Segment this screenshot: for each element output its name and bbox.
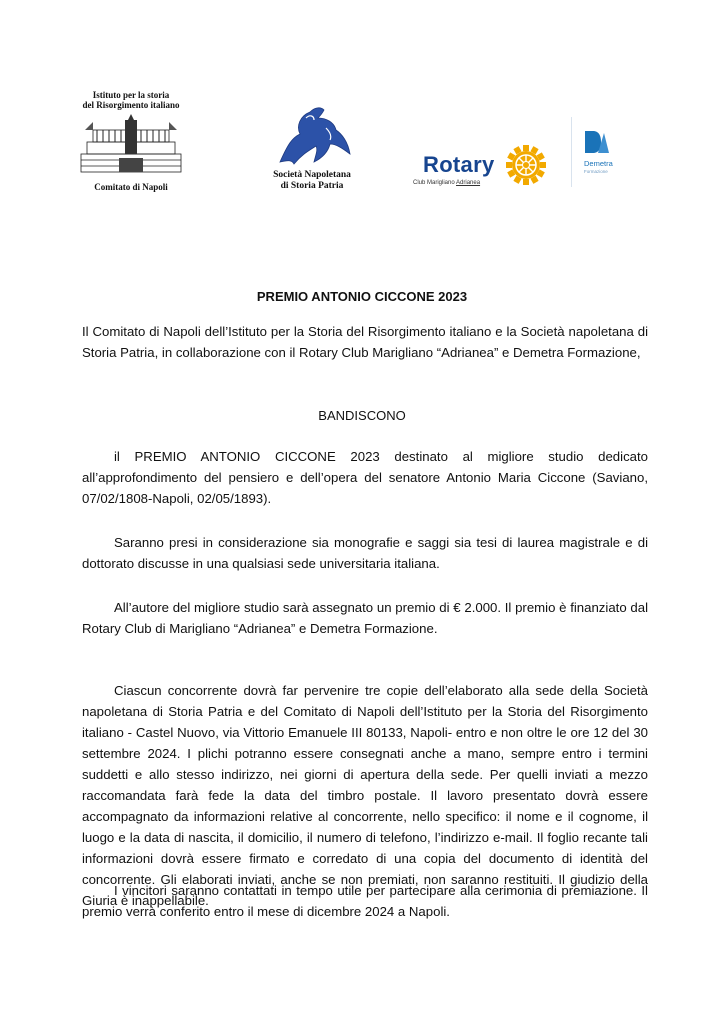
document-title: PREMIO ANTONIO CICCONE 2023 [256,289,468,304]
istituto-logo-line2: del Risorgimento italiano [82,100,180,110]
istituto-logo-line3: Comitato di Napoli [94,182,168,192]
demetra-logo-name: Demetra [584,159,613,168]
rotary-logo-name: Rotary [423,152,495,177]
societa-logo-line1: Società Napoletana [273,170,351,180]
paragraph-premiazione: I vincitori saranno contattati in tempo utile per partecipare alla cerimonia di premiazione. Il premio verrà conferito entro il mese di dicembre 2024 a Napoli. [82,883,648,919]
rotary-club-prefix: Club Marigliano [413,180,457,186]
intro-paragraph: Il Comitato di Napoli dell’Istituto per la Storia del Risorgimento italiano e la Società napoletana di Storia Patria, in collaborazione con il Rotary Club Marigliano “Adrianea” e Demetra Formazione, [82,324,648,360]
paragraph-premio: il PREMIO ANTONIO CICCONE 2023 destinato al migliore studio dedicato all’approfondimento del pensiero e dell’opera del senatore Antonio Maria Ciccone (Saviano, 07/02/1808-Napoli, 02/05/1893). [82,449,648,506]
societa-logo-line2: di Storia Patria [280,181,344,191]
bandiscono-heading: BANDISCONO [318,408,406,423]
rotary-club-name: Adrianea [456,180,481,186]
demetra-logo-sub: Formazione [584,169,608,174]
istituto-logo-line1: Istituto per la storia [92,90,170,100]
paragraph-modalita: Ciascun concorrente dovrà far pervenire tre copie dell’elaborato alla sede della Società napoletana di Storia Patria e del Comitato di Napoli dell’Istituto per la Storia del Risorgimento italiano - Castel Nuovo, via Vittorio Emanuele III 80133, Napoli- entro e non oltre le ore 12 del 30 settembre 2024. I plichi potranno essere consegnati anche a mano, sempre entro i termini suddetti e allo stesso indirizzo, nei giorni di apertura della sede. Per quelli inviati a mezzo raccomandata farà fede la data del timbro postale. Il lavoro presentato dovrà essere accompagnato da informazioni relative al concorrente, nello specifico: il nome e il cognome, il luogo e la data di nascita, il domicilio, il numero di telefono, l’indirizzo e-mail. Il foglio recante tali informazioni dovrà essere firmato e corredato di una copia del documento di identità del concorrente. Gli elaborati inviati, anche se non premiati, non saranno restituiti. Il giudizio della Giuria è inappellabile. [82,683,648,908]
paragraph-candidature: Saranno presi in considerazione sia monografie e saggi sia tesi di laurea magistrale e di dottorato discusse in una qualsiasi sede universitaria italiana. [82,535,648,571]
paragraph-importo: All’autore del migliore studio sarà assegnato un premio di € 2.000. Il premio è finanziato dal Rotary Club di Marigliano “Adrianea” e Demetra Formazione. [82,600,648,636]
